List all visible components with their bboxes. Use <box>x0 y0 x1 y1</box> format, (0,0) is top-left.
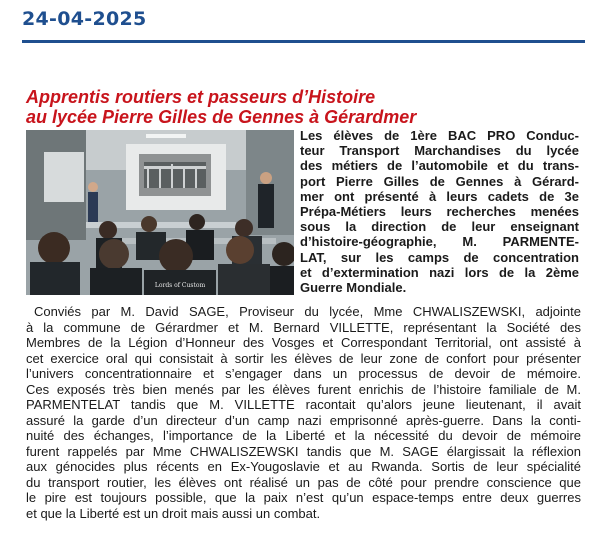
intro-line: d’histoire-géographie, M. PARMENTE- <box>300 234 579 250</box>
body-line: le pire est toujours possible, que la paix n’est qu’un espace-temps entre deux guerres <box>26 490 581 505</box>
intro-line: Les élèves de 1ère BAC PRO Conduc- <box>300 128 579 143</box>
intro-line: teur Transport Marchandises du lycée <box>300 143 579 159</box>
intro-line: Guerre Mondiale. <box>300 280 407 296</box>
title-line: au lycée Pierre Gilles de Gennes à Gérardmer <box>26 107 417 127</box>
body-line: nuité des échanges, l’importance de la Liberté et la nécessité du devoir de mémoire <box>26 428 581 443</box>
body-line: furent rappelés par Mme CHWALISZEWSKI tandis que M. SAGE élargissait la réflexion <box>26 443 581 459</box>
intro-line: LAT, sur les camps de concentration <box>300 249 579 265</box>
intro-line: et d’extermination nazi lors de la 2ème <box>300 264 579 280</box>
article-title <box>26 87 581 127</box>
body-line: Ces exposés très bien menés par les élèves furent enrichis de l’histoire familiale de M. <box>26 381 581 397</box>
body-line: et que la Liberté est un droit mais aussi un combat. <box>26 505 321 521</box>
intro-line: mer ont présenté à leurs cadets de 3e <box>300 188 579 204</box>
body-line: l’univers concentrationnaire et s’engager dans un processus de devoir de mémoire. <box>26 366 581 381</box>
body-line: assuré la garde d’un directeur d’un camp nazi emprisonné après-guerre. Dans la conti- <box>26 412 581 428</box>
body-line: du transport routier, les élèves ont réalisé un pas de côté pour prendre conscience que <box>26 474 581 490</box>
article-intro <box>300 128 579 295</box>
body-line: à la commune de Gérardmer et M. Bernard VILLETTE, représentant la Société des <box>26 319 581 335</box>
body-line: Conviés par M. David SAGE, Proviseur du lycée, Mme CHWALISZEWSKI, adjointe <box>34 304 581 319</box>
header-rule <box>22 40 585 43</box>
classroom-photo <box>26 130 294 295</box>
intro-line: des métiers de l’automobile et du trans- <box>300 158 579 174</box>
body-line: Membres de la Légion d’Honneur des Vosges et Correspondant Territorial, ont assisté à <box>26 335 581 350</box>
article-body <box>26 304 581 521</box>
intro-line: Prépa-Métiers leurs recherches menées <box>300 204 579 220</box>
shirt-print: Lords of Custom <box>154 282 206 289</box>
body-line: aux génocides plus récents en Ex-Yougoslavie et au Rwanda. Sortis de leur spécialité <box>26 459 581 474</box>
body-line: cet exercice oral qui consistait à sortir les élèves de leur zone de confort pour présenter <box>26 350 581 366</box>
issue-date: 24-04-2025 <box>22 8 147 30</box>
title-line: Apprentis routiers et passeurs d’Histoire <box>26 87 376 107</box>
body-line: PARMENTELAT tandis que M. VILLETTE racontait qu’alors jeune lieutenant, il avait <box>26 397 581 412</box>
intro-line: port Pierre Gilles de Gennes à Gérard- <box>300 173 579 189</box>
intro-line: sous la direction de leur enseignant <box>300 219 579 235</box>
